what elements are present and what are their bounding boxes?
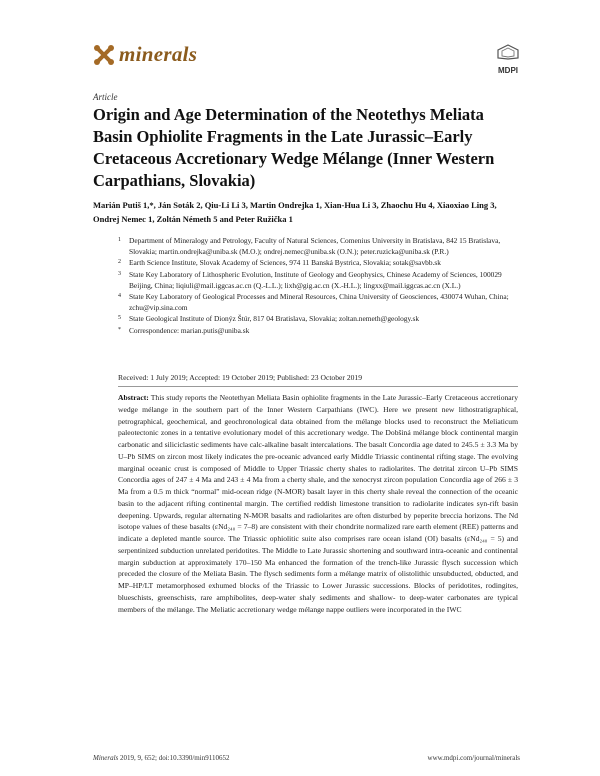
article-type: Article xyxy=(93,92,118,102)
affiliation-text: State Key Laboratory of Lithospheric Evolution, Institute of Geology and Geophysics, Chinese Academy of Sciences, 100029 Beijing, China; liqiuli@mail.iggcas.ac.cn (Q.-L.L.); lixh@gig.ac.cn (X.-H.L.); lingxx@mail.iggcas.ac.cn (X.L.) xyxy=(129,269,502,290)
journal-name: minerals xyxy=(119,42,198,66)
publisher-logo xyxy=(493,44,523,75)
footer-doi: 2019, 9, 652; doi:10.3390/min9110652 xyxy=(120,754,230,762)
abstract-label: Abstract: xyxy=(118,393,149,402)
author-list: Marián Putiš 1,*, Ján Soták 2, Qiu-Li Li 3, Martin Ondrejka 1, Xian-Hua Li 3, Zhaochu Hu 4, Xiaoxiao Ling 3, Ondrej Nemec 1, Zoltán Németh 5 and Peter Ružička 1 xyxy=(93,200,497,224)
affiliation-text: Earth Science Institute, Slovak Academy of Sciences, 974 11 Banská Bystrica, Slovakia; sotak@savbb.sk xyxy=(129,258,441,268)
affiliation-text: Department of Mineralogy and Petrology, Faculty of Natural Sciences, Comenius University in Bratislava, 842 15 Bratislava, Slovakia; martin.ondrejka@uniba.sk (M.O.); ondrej.nemec@uniba.sk (O.N.); peter.ruzicka@uniba.sk (P.R.) xyxy=(129,236,501,257)
abstract xyxy=(118,392,518,615)
mdpi-logo-icon xyxy=(496,44,520,60)
affiliation-number: 5 xyxy=(118,315,121,322)
abstract-text: This study reports the Neotethyan Meliata Basin ophiolite fragments in the Late Jurassic–Early Cretaceous accretionary wedge mélange in the southern part of the Inner Western Carpathians (IWC). Here we present new lithostratigraphical, petrographical, geochemical, and geochronological data obtained from the mélange blocks used to reconstruct the Meliaticum paleotectonic zones in a tentative evolutionary model of this accretionary wedge. The Dobšiná mélange block continental margin carbonatic and siliciclastic sediments have calc-alkaline basalt intercalations. The basalt Concordia age dated to 245.5 ± 3.3 Ma by U–Pb SIMS on zircon most likely indicates the pre-oceanic advanced early Middle Triassic continental rifting stage. The evolving marginal oceanic crust is composed of Middle to Upper Triassic cherty shales to radiolarites. The detrital zircon U–Pb SIMS Concordia ages of 247 ± 4 Ma and 243 ± 4 Ma from a cherty shale, and the xenocryst zircon population Concordia age of 266 ± 3 Ma from a 0.5 m thick “normal” mid-ocean ridge (N-MOR) basalt layer in this cherty shale reveal the connection of the oceanic basin to the adjacent rifting continental margin. The certified reddish limestone transition to radiolarite indicates syn-rift basin deepening. Upwards, regular alternating N-MOR basalts and radiolarites are often disturbed by peperite breccia horizons. The Nd isotope values of these basalts (εNd₂₄₀ = 7–8) are consistent with their chondrite normalized rare earth element (REE) patterns and indicate a depleted mantle source. The Triassic ophiolitic suite also comprises rare ocean island (OI) basalts (εNd₂₄₀ = 5) and serpentinized subduction unrelated peridotites. The Middle to Late Jurassic shortening and southward intra-oceanic and continental margin subduction at approximately 170–150 Ma enhanced the formation of the trench-like Jurassic flysch succession which preceded the closure of the Meliata Basin. The flysch sediments form a mélange matrix of olistolithic unsubducted, obducted, and MP–HP/LT metamorphosed exhumed blocks of the Triassic to Lower Jurassic successions. Blocks of peridotites, rodingites, blueschists, greenschists, rare amphibolites, deep-water shaly sediments and shallow- to deep-water carbonates are typical members of the mélange. The Meliatic accretionary wedge mélange nappe outliers were incorporated in the IWC xyxy=(118,393,518,614)
affiliation-item xyxy=(118,235,518,257)
journal-header xyxy=(93,42,523,82)
footer-journal: Minerals xyxy=(93,754,119,762)
affiliations xyxy=(118,235,518,336)
affiliation-number: * xyxy=(118,326,121,333)
affiliation-item xyxy=(118,313,518,324)
footer-url[interactable]: www.mdpi.com/journal/minerals xyxy=(427,754,520,762)
correspondence xyxy=(118,325,518,336)
affiliation-text: State Geological Institute of Dionýz Štúr, 817 04 Bratislava, Slovakia; zoltan.nemeth@geology.sk xyxy=(129,314,420,324)
publisher-name: MDPI xyxy=(498,66,518,75)
publication-dates: Received: 1 July 2019; Accepted: 19 October 2019; Published: 23 October 2019 xyxy=(118,373,363,382)
affiliation-number: 2 xyxy=(118,259,121,266)
affiliation-number: 4 xyxy=(118,293,121,300)
affiliation-number: 1 xyxy=(118,237,121,243)
affiliation-item xyxy=(118,257,518,268)
affiliation-text: State Key Laboratory of Geological Processes and Mineral Resources, China University of Geosciences, 430074 Wuhan, China; zchu@vip.sina.com xyxy=(129,292,509,313)
correspondence-text: Correspondence: marian.putis@uniba.sk xyxy=(129,325,250,335)
affiliation-item xyxy=(118,291,518,313)
divider xyxy=(118,386,518,387)
affiliation-item xyxy=(118,269,518,291)
minerals-logo-icon xyxy=(93,44,115,66)
article-title: Origin and Age Determination of the Neotethys Meliata Basin Ophiolite Fragments in the Late Jurassic–Early Cretaceous Accretionary Wedge Mélange (Inner Western Carpathians, Slovakia) xyxy=(93,105,495,190)
affiliation-number: 3 xyxy=(118,270,121,277)
footer-citation xyxy=(93,754,229,762)
